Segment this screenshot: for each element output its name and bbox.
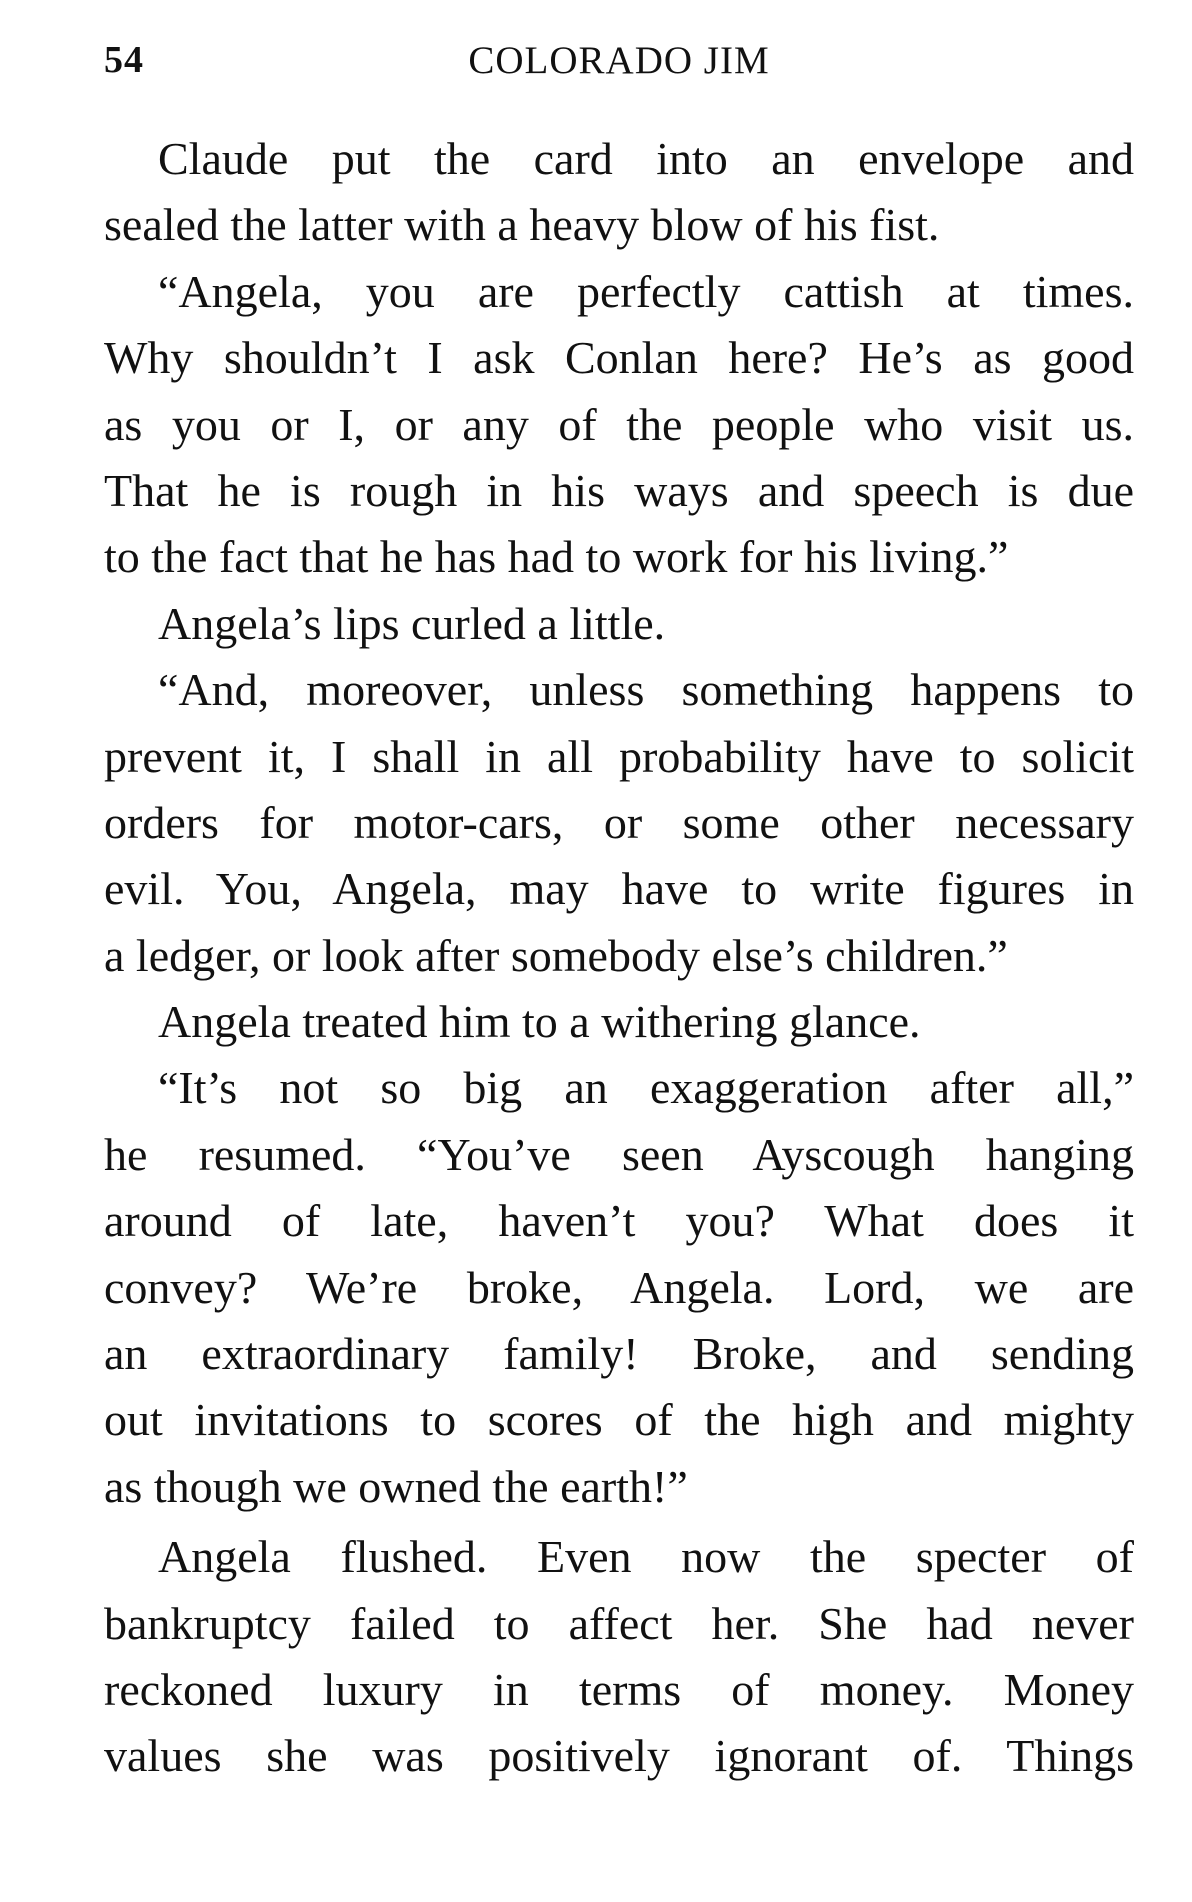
text-line: as though we owned the earth!” — [104, 1460, 688, 1512]
text-line: evil. You, Angela, may have to write figures in — [104, 863, 1134, 915]
text-line: sealed the latter with a heavy blow of his fist. — [104, 199, 940, 251]
text-line: reckoned luxury in terms of money. Money — [104, 1663, 1134, 1715]
page-number: 54 — [104, 39, 144, 81]
text-line: Angela’s lips curled a little. — [158, 597, 666, 649]
text-line: Angela treated him to a withering glance. — [158, 996, 921, 1048]
page-header — [104, 38, 1134, 88]
text-line: as you or I, or any of the people who visit us. — [104, 398, 1134, 450]
text-line: “Angela, you are perfectly cattish at times. — [158, 265, 1134, 317]
text-line: convey? We’re broke, Angela. Lord, we are — [104, 1261, 1134, 1313]
text-line: around of late, haven’t you? What does it — [104, 1195, 1134, 1247]
text-line: Angela flushed. Even now the specter of — [158, 1531, 1134, 1583]
text-line: “It’s not so big an exaggeration after all,” — [158, 1062, 1134, 1114]
text-line: “And, moreover, unless something happens to — [158, 664, 1134, 716]
text-line: Claude put the card into an envelope and — [158, 133, 1134, 184]
text-line: a ledger, or look after somebody else’s children.” — [104, 929, 1008, 981]
text-line: Why shouldn’t I ask Conlan here? He’s as good — [104, 332, 1134, 384]
text-line: values she was positively ignorant of. Things — [104, 1730, 1134, 1782]
text-line: orders for motor-cars, or some other necessary — [104, 796, 1134, 848]
text-line: to the fact that he has had to work for his living.” — [104, 531, 1009, 583]
running-title: COLORADO JIM — [468, 39, 770, 82]
text-line: prevent it, I shall in all probability have to solicit — [104, 730, 1134, 782]
text-line: That he is rough in his ways and speech is due — [104, 464, 1134, 516]
text-line: he resumed. “You’ve seen Ayscough hanging — [104, 1128, 1134, 1180]
text-line: out invitations to scores of the high and mighty — [104, 1394, 1134, 1446]
body-text — [104, 126, 1134, 1790]
text-line: bankruptcy failed to affect her. She had never — [104, 1597, 1134, 1649]
text-line: an extraordinary family! Broke, and sending — [104, 1328, 1134, 1380]
